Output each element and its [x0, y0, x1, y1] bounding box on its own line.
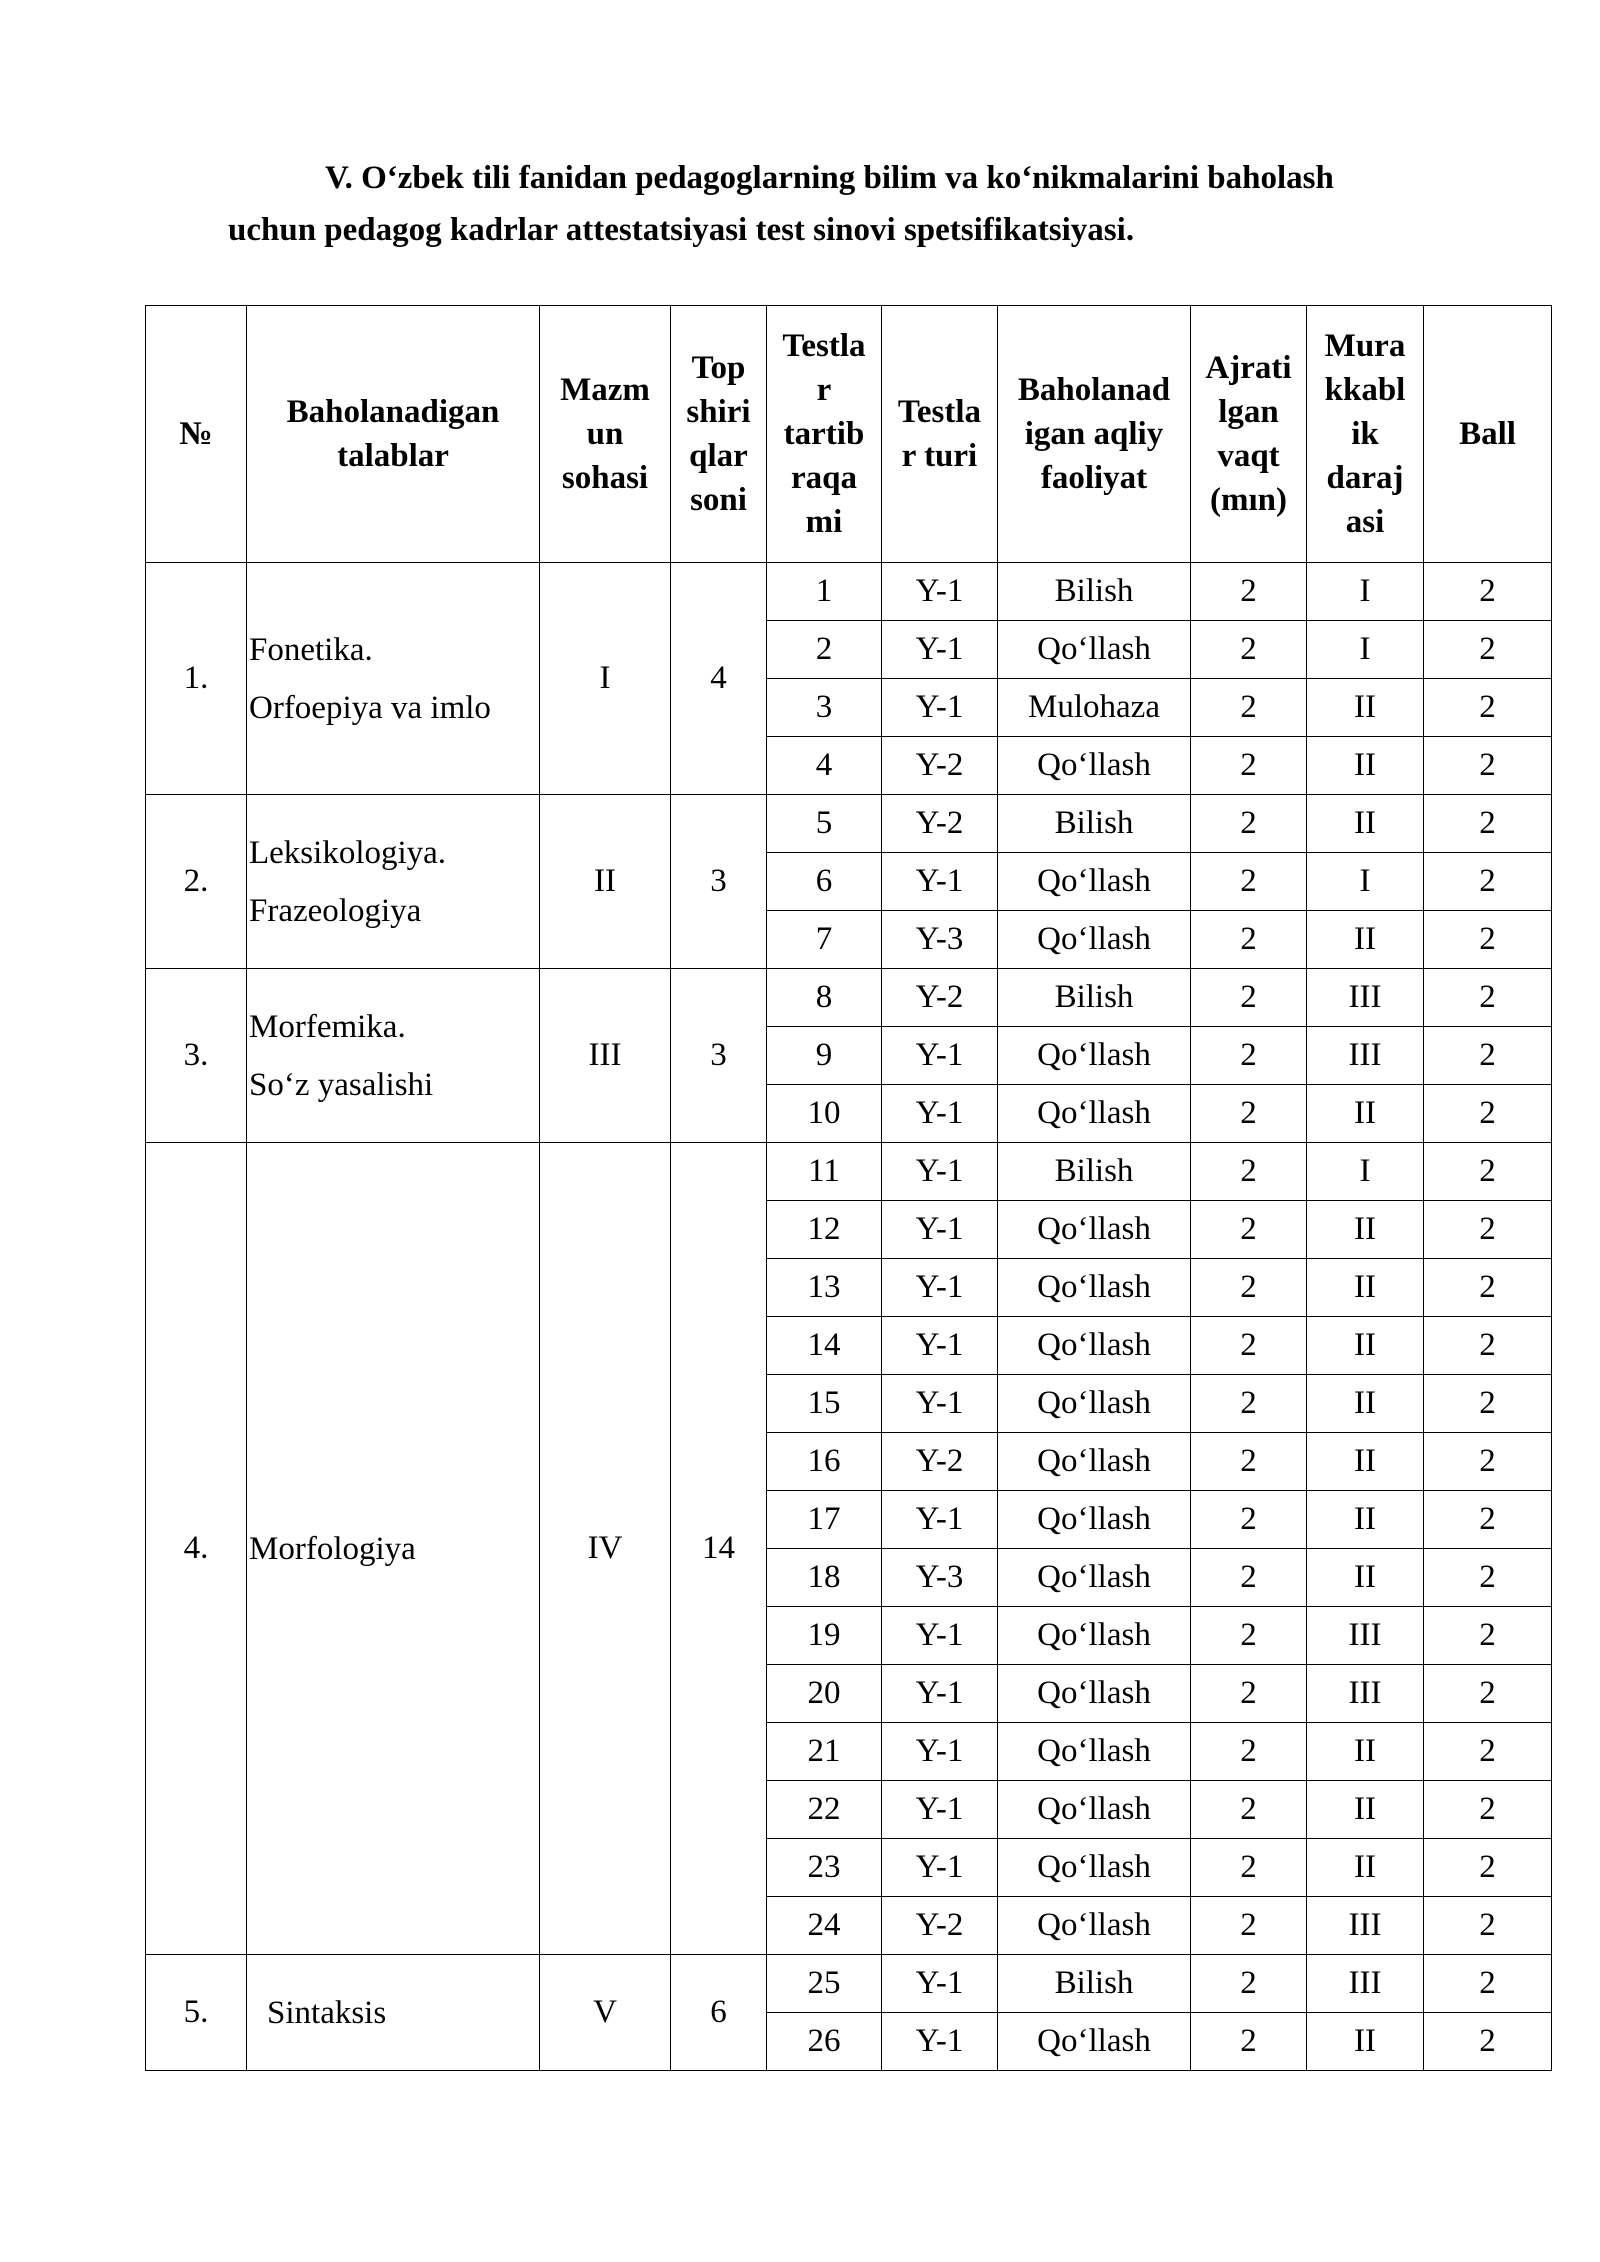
allotted-time-cell: 2 [1191, 621, 1307, 679]
difficulty-level-cell: II [1307, 1491, 1424, 1549]
score-cell: 2 [1424, 1143, 1552, 1201]
section-content-area: V [540, 1955, 671, 2071]
difficulty-level-cell: II [1307, 1085, 1424, 1143]
test-type-cell: Y-3 [882, 1549, 998, 1607]
section-requirement: Sintaksis [247, 1955, 540, 2071]
test-number-cell: 22 [767, 1781, 882, 1839]
score-cell: 2 [1424, 1259, 1552, 1317]
allotted-time-cell: 2 [1191, 2013, 1307, 2071]
difficulty-level-cell: II [1307, 795, 1424, 853]
difficulty-level-cell: I [1307, 563, 1424, 621]
mental-activity-cell: Mulohaza [998, 679, 1191, 737]
mental-activity-cell: Qo‘llash [998, 2013, 1191, 2071]
test-type-cell: Y-1 [882, 679, 998, 737]
score-cell: 2 [1424, 2013, 1552, 2071]
allotted-time-cell: 2 [1191, 1839, 1307, 1897]
section-content-area: II [540, 795, 671, 969]
allotted-time-cell: 2 [1191, 1085, 1307, 1143]
difficulty-level-cell: II [1307, 2013, 1424, 2071]
section-requirement: Morfemika. So‘z yasalishi [247, 969, 540, 1143]
test-type-cell: Y-3 [882, 911, 998, 969]
mental-activity-cell: Qo‘llash [998, 1201, 1191, 1259]
test-number-cell: 19 [767, 1607, 882, 1665]
allotted-time-cell: 2 [1191, 795, 1307, 853]
test-number-cell: 21 [767, 1723, 882, 1781]
header-difficulty-level: Mura kkabl ik daraj asi [1307, 306, 1424, 563]
difficulty-level-cell: II [1307, 1433, 1424, 1491]
difficulty-level-cell: II [1307, 1201, 1424, 1259]
test-number-cell: 24 [767, 1897, 882, 1955]
mental-activity-cell: Qo‘llash [998, 1723, 1191, 1781]
difficulty-level-cell: III [1307, 969, 1424, 1027]
table-row [146, 969, 1552, 1027]
score-cell: 2 [1424, 737, 1552, 795]
test-type-cell: Y-1 [882, 2013, 998, 2071]
header-content-area: Mazm un sohasi [540, 306, 671, 563]
section-task-count: 3 [671, 795, 767, 969]
test-number-cell: 14 [767, 1317, 882, 1375]
mental-activity-cell: Qo‘llash [998, 1027, 1191, 1085]
test-number-cell: 18 [767, 1549, 882, 1607]
score-cell: 2 [1424, 1897, 1552, 1955]
section-requirement: Morfologiya [247, 1143, 540, 1955]
test-number-cell: 5 [767, 795, 882, 853]
section-number: 4. [146, 1143, 247, 1955]
score-cell: 2 [1424, 1085, 1552, 1143]
header-requirements: Baholanadigan talablar [247, 306, 540, 563]
test-type-cell: Y-2 [882, 969, 998, 1027]
test-number-cell: 25 [767, 1955, 882, 2013]
score-cell: 2 [1424, 1607, 1552, 1665]
mental-activity-cell: Qo‘llash [998, 1491, 1191, 1549]
mental-activity-cell: Qo‘llash [998, 853, 1191, 911]
test-type-cell: Y-1 [882, 1723, 998, 1781]
test-type-cell: Y-1 [882, 1491, 998, 1549]
score-cell: 2 [1424, 679, 1552, 737]
test-number-cell: 26 [767, 2013, 882, 2071]
section-content-area: I [540, 563, 671, 795]
header-mental-activity: Baholanad igan aqliy faoliyat [998, 306, 1191, 563]
document-title [228, 152, 1508, 256]
allotted-time-cell: 2 [1191, 1607, 1307, 1665]
allotted-time-cell: 2 [1191, 853, 1307, 911]
table-row [146, 563, 1552, 621]
mental-activity-cell: Qo‘llash [998, 1085, 1191, 1143]
difficulty-level-cell: II [1307, 1549, 1424, 1607]
difficulty-level-cell: III [1307, 1955, 1424, 2013]
allotted-time-cell: 2 [1191, 1897, 1307, 1955]
table-row [146, 1143, 1552, 1201]
difficulty-level-cell: III [1307, 1665, 1424, 1723]
section-number: 3. [146, 969, 247, 1143]
header-test-number: Testla r tartib raqa mi [767, 306, 882, 563]
test-type-cell: Y-1 [882, 621, 998, 679]
mental-activity-cell: Qo‘llash [998, 1433, 1191, 1491]
test-type-cell: Y-1 [882, 1143, 998, 1201]
difficulty-level-cell: III [1307, 1607, 1424, 1665]
test-type-cell: Y-1 [882, 1317, 998, 1375]
section-content-area: III [540, 969, 671, 1143]
table-header-row [146, 306, 1552, 563]
test-type-cell: Y-1 [882, 853, 998, 911]
score-cell: 2 [1424, 563, 1552, 621]
test-type-cell: Y-1 [882, 1027, 998, 1085]
test-type-cell: Y-1 [882, 1085, 998, 1143]
section-task-count: 3 [671, 969, 767, 1143]
mental-activity-cell: Qo‘llash [998, 737, 1191, 795]
test-type-cell: Y-1 [882, 1607, 998, 1665]
mental-activity-cell: Qo‘llash [998, 1317, 1191, 1375]
test-number-cell: 4 [767, 737, 882, 795]
header-number: № [146, 306, 247, 563]
difficulty-level-cell: I [1307, 621, 1424, 679]
allotted-time-cell: 2 [1191, 1955, 1307, 2013]
score-cell: 2 [1424, 911, 1552, 969]
mental-activity-cell: Qo‘llash [998, 621, 1191, 679]
mental-activity-cell: Qo‘llash [998, 1781, 1191, 1839]
mental-activity-cell: Qo‘llash [998, 1897, 1191, 1955]
allotted-time-cell: 2 [1191, 1259, 1307, 1317]
score-cell: 2 [1424, 1375, 1552, 1433]
allotted-time-cell: 2 [1191, 1201, 1307, 1259]
test-type-cell: Y-1 [882, 1259, 998, 1317]
test-number-cell: 6 [767, 853, 882, 911]
header-score: Ball [1424, 306, 1552, 563]
allotted-time-cell: 2 [1191, 1433, 1307, 1491]
test-type-cell: Y-1 [882, 1665, 998, 1723]
mental-activity-cell: Qo‘llash [998, 1375, 1191, 1433]
difficulty-level-cell: II [1307, 679, 1424, 737]
score-cell: 2 [1424, 1955, 1552, 2013]
mental-activity-cell: Bilish [998, 1955, 1191, 2013]
score-cell: 2 [1424, 1781, 1552, 1839]
allotted-time-cell: 2 [1191, 1375, 1307, 1433]
test-type-cell: Y-1 [882, 563, 998, 621]
difficulty-level-cell: II [1307, 1839, 1424, 1897]
difficulty-level-cell: II [1307, 1781, 1424, 1839]
score-cell: 2 [1424, 1839, 1552, 1897]
section-number: 2. [146, 795, 247, 969]
section-number: 5. [146, 1955, 247, 2071]
test-number-cell: 10 [767, 1085, 882, 1143]
section-content-area: IV [540, 1143, 671, 1955]
test-number-cell: 3 [767, 679, 882, 737]
test-number-cell: 17 [767, 1491, 882, 1549]
test-type-cell: Y-2 [882, 1433, 998, 1491]
mental-activity-cell: Qo‘llash [998, 1665, 1191, 1723]
section-requirement: Fonetika. Orfoepiya va imlo [247, 563, 540, 795]
table-body [146, 563, 1552, 2071]
allotted-time-cell: 2 [1191, 1549, 1307, 1607]
section-number: 1. [146, 563, 247, 795]
test-number-cell: 2 [767, 621, 882, 679]
difficulty-level-cell: I [1307, 1143, 1424, 1201]
test-type-cell: Y-1 [882, 1375, 998, 1433]
test-number-cell: 16 [767, 1433, 882, 1491]
test-number-cell: 23 [767, 1839, 882, 1897]
test-type-cell: Y-2 [882, 1897, 998, 1955]
test-number-cell: 13 [767, 1259, 882, 1317]
score-cell: 2 [1424, 853, 1552, 911]
mental-activity-cell: Qo‘llash [998, 1259, 1191, 1317]
score-cell: 2 [1424, 1201, 1552, 1259]
difficulty-level-cell: II [1307, 1375, 1424, 1433]
mental-activity-cell: Qo‘llash [998, 1839, 1191, 1897]
allotted-time-cell: 2 [1191, 1317, 1307, 1375]
table-row [146, 795, 1552, 853]
test-number-cell: 20 [767, 1665, 882, 1723]
mental-activity-cell: Bilish [998, 1143, 1191, 1201]
table-row [146, 1955, 1552, 2013]
difficulty-level-cell: I [1307, 853, 1424, 911]
header-test-type: Testla r turi [882, 306, 998, 563]
test-number-cell: 15 [767, 1375, 882, 1433]
difficulty-level-cell: II [1307, 1723, 1424, 1781]
test-number-cell: 7 [767, 911, 882, 969]
score-cell: 2 [1424, 1549, 1552, 1607]
allotted-time-cell: 2 [1191, 563, 1307, 621]
difficulty-level-cell: II [1307, 1317, 1424, 1375]
allotted-time-cell: 2 [1191, 1027, 1307, 1085]
difficulty-level-cell: III [1307, 1897, 1424, 1955]
test-number-cell: 11 [767, 1143, 882, 1201]
mental-activity-cell: Bilish [998, 795, 1191, 853]
header-allotted-time: Ajrati lgan vaqt (mın) [1191, 306, 1307, 563]
mental-activity-cell: Bilish [998, 969, 1191, 1027]
allotted-time-cell: 2 [1191, 1781, 1307, 1839]
score-cell: 2 [1424, 621, 1552, 679]
difficulty-level-cell: III [1307, 1027, 1424, 1085]
specification-table [145, 305, 1552, 2071]
test-type-cell: Y-1 [882, 1781, 998, 1839]
allotted-time-cell: 2 [1191, 1143, 1307, 1201]
section-task-count: 14 [671, 1143, 767, 1955]
test-number-cell: 12 [767, 1201, 882, 1259]
difficulty-level-cell: II [1307, 911, 1424, 969]
allotted-time-cell: 2 [1191, 1723, 1307, 1781]
allotted-time-cell: 2 [1191, 679, 1307, 737]
header-task-count: Top shiri qlar soni [671, 306, 767, 563]
section-task-count: 6 [671, 1955, 767, 2071]
allotted-time-cell: 2 [1191, 969, 1307, 1027]
test-type-cell: Y-2 [882, 737, 998, 795]
difficulty-level-cell: II [1307, 737, 1424, 795]
difficulty-level-cell: II [1307, 1259, 1424, 1317]
score-cell: 2 [1424, 1491, 1552, 1549]
document-title-line-1: V. O‘zbek tili fanidan pedagoglarning bilim va ko‘nikmalarini baholash [325, 160, 1334, 196]
allotted-time-cell: 2 [1191, 1665, 1307, 1723]
test-number-cell: 9 [767, 1027, 882, 1085]
section-requirement: Leksikologiya. Frazeologiya [247, 795, 540, 969]
test-number-cell: 8 [767, 969, 882, 1027]
test-number-cell: 1 [767, 563, 882, 621]
test-type-cell: Y-1 [882, 1839, 998, 1897]
test-type-cell: Y-2 [882, 795, 998, 853]
score-cell: 2 [1424, 795, 1552, 853]
allotted-time-cell: 2 [1191, 911, 1307, 969]
score-cell: 2 [1424, 969, 1552, 1027]
allotted-time-cell: 2 [1191, 1491, 1307, 1549]
mental-activity-cell: Qo‘llash [998, 1607, 1191, 1665]
score-cell: 2 [1424, 1433, 1552, 1491]
score-cell: 2 [1424, 1665, 1552, 1723]
score-cell: 2 [1424, 1723, 1552, 1781]
test-type-cell: Y-1 [882, 1201, 998, 1259]
test-type-cell: Y-1 [882, 1955, 998, 2013]
allotted-time-cell: 2 [1191, 737, 1307, 795]
score-cell: 2 [1424, 1317, 1552, 1375]
mental-activity-cell: Qo‘llash [998, 911, 1191, 969]
mental-activity-cell: Qo‘llash [998, 1549, 1191, 1607]
score-cell: 2 [1424, 1027, 1552, 1085]
document-title-line-2: uchun pedagog kadrlar attestatsiyasi test sinovi spetsifikatsiyasi. [228, 212, 1135, 248]
section-task-count: 4 [671, 563, 767, 795]
mental-activity-cell: Bilish [998, 563, 1191, 621]
